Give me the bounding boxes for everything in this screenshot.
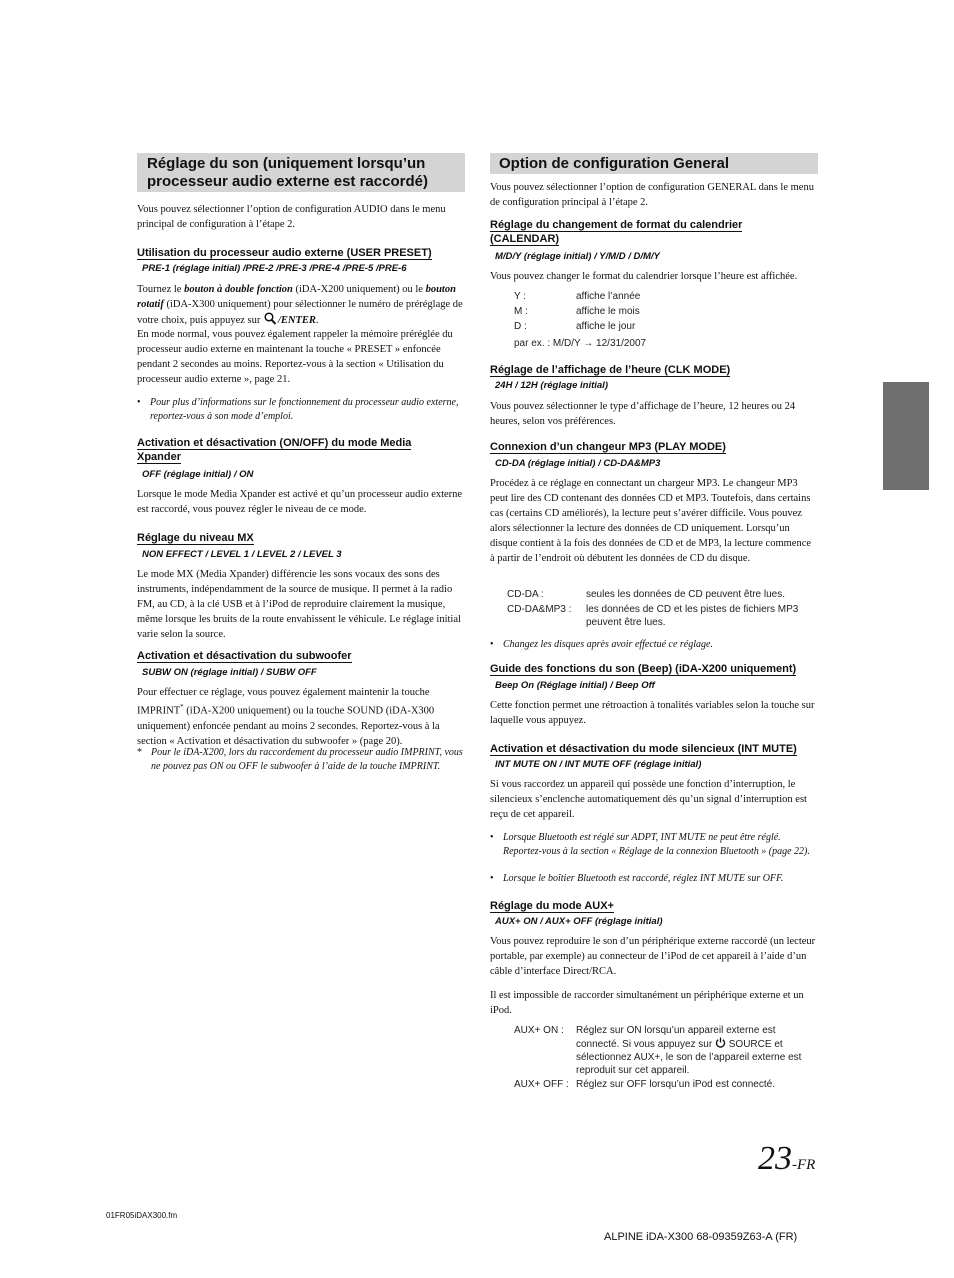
beep-paragraph: Cette fonction permet une rétroaction à tonalités variables selon la touche sur laquelle vous appuyez. — [490, 700, 815, 726]
mx-level-title: Réglage du niveau MX — [137, 532, 254, 544]
play-mode-table — [507, 588, 819, 631]
int-mute-paragraph: Si vous raccordez un appareil qui possède une fonction d’interruption, le silencieux s’enclenche automatiquement dès qu’un signal d’interruption est reçu de cet appareil. — [490, 779, 807, 820]
clk-mode-paragraph: Vous pouvez sélectionner le type d’affichage de l’heure, 12 heures ou 24 heures, selon vos préférences. — [490, 401, 796, 427]
footer-filename: 01FR05iDAX300.fm — [106, 1211, 178, 1220]
calendar-table — [514, 290, 814, 335]
footer-model: ALPINE iDA-X300 68-09359Z63-A (FR) — [604, 1231, 798, 1243]
bullet: • — [137, 397, 141, 408]
beep-title: Guide des fonctions du son (Beep) (iDA-X200 uniquement) — [490, 663, 797, 675]
calendar-paragraph: Vous pouvez changer le format du calendrier lorsque l’heure est affichée. — [490, 271, 798, 282]
power-icon — [715, 1037, 726, 1048]
media-xpander-options: OFF (réglage initial) / ON — [142, 469, 254, 480]
mx-level-paragraph: Le mode MX (Media Xpander) différencie les sons vocaux des sons des instruments, indépendamment de la source de musique. Il permet à la radio FM, au CD, à la clé USB et à l’iPod de reproduire clairement la musique, même lorsque les bruits de la route envahissent le véhicule. Le réglage initial varie selon la source. — [137, 569, 461, 640]
aux-options: AUX+ ON / AUX+ OFF (réglage initial) — [495, 916, 663, 927]
beep-options: Beep On (Réglage initial) / Beep Off — [495, 680, 655, 691]
aux-title: Réglage du mode AUX+ — [490, 900, 614, 912]
int-mute-options: INT MUTE ON / INT MUTE OFF (réglage initial) — [495, 759, 702, 770]
calendar-options: M/D/Y (réglage initial) / Y/M/D / D/M/Y — [495, 251, 660, 262]
media-xpander-paragraph: Lorsque le mode Media Xpander est activé et qu’un processeur audio externe est raccordé, vous pouvez régler le niveau de ce mode. — [137, 489, 463, 515]
calendar-row-m: M : affiche le mois — [514, 306, 640, 317]
play-mode-options: CD-DA (réglage initial) / CD-DA&MP3 — [495, 458, 661, 469]
mx-level-options: NON EFFECT / LEVEL 1 / LEVEL 2 / LEVEL 3 — [142, 549, 342, 560]
user-preset-options: PRE-1 (réglage initial) /PRE-2 /PRE-3 /PRE-4 /PRE-5 /PRE-6 — [142, 263, 407, 274]
bullet: • — [490, 832, 494, 843]
play-mode-row-cdda-mp3: CD-DA&MP3 : les données de CD et les pistes de fichiers MP3 peuvent être lues. — [507, 604, 799, 628]
calendar-title: Réglage du changement de format du calendrier (CALENDAR) — [490, 219, 743, 245]
bullet: • — [490, 873, 494, 884]
clk-mode-title: Réglage de l’affichage de l’heure (CLK MODE) — [490, 364, 731, 376]
subwoofer-footnote: * Pour le iDA-X200, lors du raccordement du processeur audio IMPRINT, vous ne pouvez pas ON ou OFF le subwoofer à l’aide de la touche IMPRINT. — [137, 747, 463, 772]
int-mute-title: Activation et désactivation du mode silencieux (INT MUTE) — [490, 743, 797, 755]
aux-table — [514, 1024, 818, 1093]
play-mode-row-cdda: CD-DA : seules les données de CD peuvent être lues. — [507, 589, 786, 600]
right-section-heading: Option de configuration General — [499, 155, 730, 172]
page-number: 23-FR — [758, 1140, 816, 1177]
aux-row-off: AUX+ OFF : Réglez sur OFF lorsqu’un iPod est connecté. — [514, 1079, 775, 1090]
user-preset-title: Utilisation du processeur audio externe (USER PRESET) — [137, 247, 432, 259]
clk-mode-options: 24H / 12H (réglage initial) — [495, 380, 608, 391]
subwoofer-title: Activation et désactivation du subwoofer — [137, 650, 352, 662]
left-section-heading: Réglage du son (uniquement lorsqu’un processeur audio externe est raccordé) — [147, 155, 428, 190]
int-mute-note-2: • Lorsque le boîtier Bluetooth est raccordé, réglez INT MUTE sur OFF. — [490, 873, 784, 884]
media-xpander-title: Activation et désactivation (ON/OFF) du mode Media Xpander — [137, 437, 412, 463]
user-preset-paragraph-1: Tournez le bouton à double fonction (iDA-X200 uniquement) ou le bouton rotatif (iDA-X300 uniquement) pour sélectionner le numéro de préréglage de votre choix, puis appuyez sur /ENTER. — [137, 284, 463, 326]
int-mute-note-1: • Lorsque Bluetooth est réglé sur ADPT, INT MUTE ne peut être réglé. Reportez-vous à la section « Réglage de la connexion Bluetooth » (page 22). — [490, 832, 810, 857]
subwoofer-options: SUBW ON (réglage initial) / SUBW OFF — [142, 667, 317, 678]
play-mode-note: • Changez les disques après avoir effectué ce réglage. — [490, 639, 713, 650]
search-icon — [263, 312, 278, 325]
side-tab-marker — [883, 382, 929, 490]
left-intro: Vous pouvez sélectionner l’option de configuration AUDIO dans le menu principal de configuration à l’étape 2. — [137, 204, 446, 230]
aux-row-on: AUX+ ON : Réglez sur ON lorsqu’un appareil externe est connecté. Si vous appuyez sur SOURCE et sélectionnez AUX+, le son de l’appareil externe est reproduit sur cet appareil. — [514, 1025, 802, 1076]
aux-paragraph-1: Vous pouvez reproduire le son d’un périphérique externe raccordé (un lecteur portable, par exemple) au connecteur de l’iPod de cet appareil à l’aide d’un câble d’interface Direct/RCA. — [490, 936, 816, 977]
user-preset-note: • Pour plus d’informations sur le fonctionnement du processeur audio externe, reportez-vous à son mode d’emploi. — [137, 397, 459, 422]
play-mode-title: Connexion d’un changeur MP3 (PLAY MODE) — [490, 441, 726, 453]
asterisk: * — [137, 747, 142, 758]
calendar-example: par ex. : M/D/Y → 12/31/2007 — [514, 338, 647, 349]
aux-paragraph-2: Il est impossible de raccorder simultanément un périphérique externe et un iPod. — [490, 990, 804, 1016]
calendar-row-d: D : affiche le jour — [514, 321, 636, 332]
bullet: • — [490, 639, 494, 650]
right-intro: Vous pouvez sélectionner l’option de configuration GENERAL dans le menu de configuration principal à l’étape 2. — [490, 182, 814, 208]
play-mode-paragraph: Procédez à ce réglage en connectant un chargeur MP3. Le changeur MP3 peut lire des CD contenant des données CD et MP3. Toutefois, dans certains cas (certains CD améliorés), la lecture peut s’avérer difficile. Vous pouvez alors sélectionner la lecture des données de CD uniquement. Lorsqu’un disque contient à la fois des données de CD et de MP3, la lecture commence à partir de l’endroit où débutent les données de CD du disque. — [490, 478, 812, 564]
subwoofer-paragraph: Pour effectuer ce réglage, vous pouvez également maintenir la touche IMPRINT* (iDA-X200 uniquement) ou la touche SOUND (iDA-X300 uniquement) enfoncée pendant au moins 2 secondes. Reportez-vous à la section « Activation et désactivation du subwoofer » (page 20). — [137, 687, 440, 747]
user-preset-paragraph-2: En mode normal, vous pouvez également rappeler la mémoire préréglée du processeur audio externe en maintenant la touche « PRESET » enfoncée pendant 2 secondes au moins. Reportez-vous à la section « Utilisation du processeur audio externe », page 21. — [137, 329, 453, 385]
calendar-row-y: Y : affiche l’année — [514, 291, 641, 302]
